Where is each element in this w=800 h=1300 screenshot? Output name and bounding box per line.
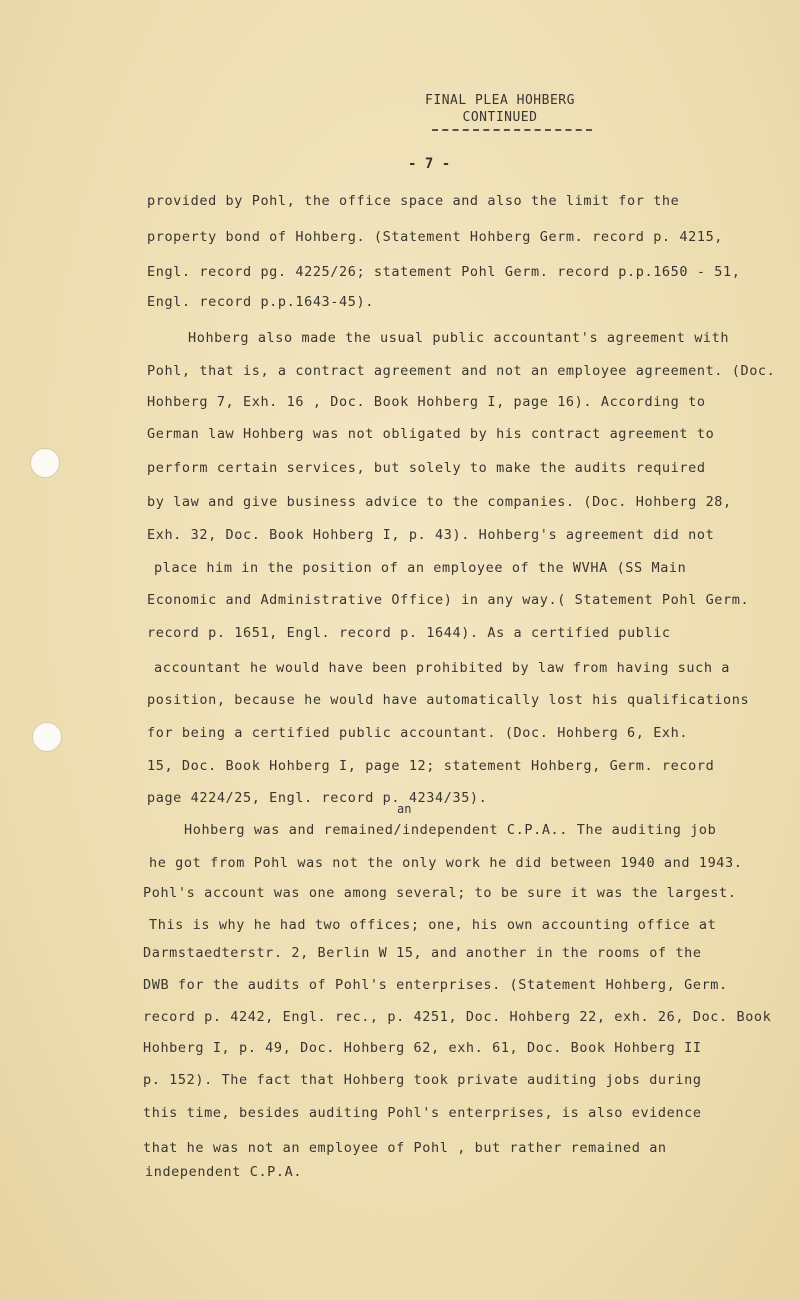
punch-hole-bottom [32,722,62,752]
text-line: Engl. record pg. 4225/26; statement Pohl Germ. record p.p.1650 - 51, [147,264,741,280]
text-line: 15, Doc. Book Hohberg I, page 12; statement Hohberg, Germ. record [147,758,715,774]
page-number: - 7 - [408,156,451,172]
header-title: FINAL PLEA HOHBERG [425,93,575,108]
text-line: Exh. 32, Doc. Book Hohberg I, p. 43). Hohberg's agreement did not [147,527,715,543]
text-line: position, because he would have automatically lost his qualifications [147,692,750,708]
text-line: perform certain services, but solely to make the audits required [147,460,706,476]
text-line: for being a certified public accountant. (Doc. Hohberg 6, Exh. [147,725,689,741]
text-line: DWB for the audits of Pohl's enterprises. (Statement Hohberg, Germ. [143,977,728,993]
text-line: This is why he had two offices; one, his own accounting office at [149,917,717,933]
text-line: that he was not an employee of Pohl , but rather remained an [143,1140,667,1156]
text-line: provided by Pohl, the office space and also the limit for the [147,193,680,209]
text-line: Darmstaedterstr. 2, Berlin W 15, and another in the rooms of the [143,945,702,961]
text-line: by law and give business advice to the companies. (Doc. Hohberg 28, [147,494,732,510]
header-subtitle: CONTINUED [462,110,538,125]
text-line: Hohberg I, p. 49, Doc. Hohberg 62, exh. 61, Doc. Book Hohberg II [143,1040,702,1056]
text-line: accountant he would have been prohibited by law from having such a [154,660,731,676]
handwritten-insertion: an [397,802,412,816]
header-divider [432,129,592,131]
text-line: Hohberg 7, Exh. 16 , Doc. Book Hohberg I, page 16). According to [147,394,706,410]
text-line: place him in the position of an employee of the WVHA (SS Main [154,560,687,576]
text-line: Economic and Administrative Office) in any way.( Statement Pohl Germ. [147,592,750,608]
punch-hole-top [30,448,60,478]
text-line: Hohberg was and remained/independent C.P.A.. The auditing job [184,822,717,838]
text-line: record p. 4242, Engl. rec., p. 4251, Doc. Hohberg 22, exh. 26, Doc. Book [143,1009,772,1025]
text-line: Hohberg also made the usual public accountant's agreement with [188,330,730,346]
text-line: Pohl's account was one among several; to be sure it was the largest. [143,885,737,901]
text-line: he got from Pohl was not the only work he did between 1940 and 1943. [149,855,743,871]
text-line: this time, besides auditing Pohl's enterprises, is also evidence [143,1105,702,1121]
text-line: Pohl, that is, a contract agreement and not an employee agreement. (Doc. [147,363,776,379]
text-line: Engl. record p.p.1643-45). [147,294,374,310]
text-line: record p. 1651, Engl. record p. 1644). As a certified public [147,625,671,641]
document-header [400,92,600,126]
text-line: German law Hohberg was not obligated by his contract agreement to [147,426,715,442]
text-line: independent C.P.A. [145,1164,303,1180]
text-line: property bond of Hohberg. (Statement Hohberg Germ. record p. 4215, [147,229,724,245]
text-line: page 4224/25, Engl. record p. 4234/35). [147,790,488,806]
text-line: p. 152). The fact that Hohberg took private auditing jobs during [143,1072,702,1088]
